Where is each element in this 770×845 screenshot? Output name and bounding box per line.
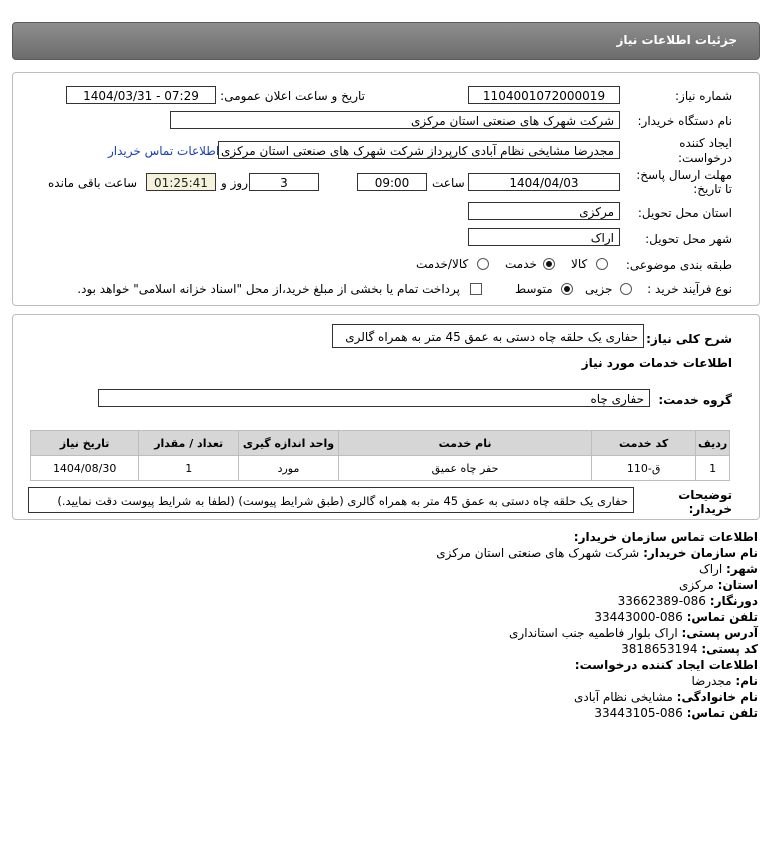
col-service-name: نام خدمت: [338, 431, 591, 456]
need-number-label: شماره نیاز:: [675, 89, 732, 103]
cell-service-name: حفر چاه عمیق: [338, 456, 591, 481]
process-minor-label: جزیی: [585, 282, 613, 296]
requester-field[interactable]: مجدرضا مشایخی نظام آبادی کارپرداز شرکت شهرک های صنعتی استان مرکزی: [218, 141, 620, 159]
process-minor-radio[interactable]: [620, 283, 632, 295]
days-label: روز و: [221, 176, 248, 190]
col-quantity: تعداد / مقدار: [139, 431, 239, 456]
creator-phone-line: تلفن تماس: 086-33443105: [594, 706, 758, 720]
category-label: طبقه بندی موضوعی:: [625, 258, 732, 272]
category-goods-service-label: کالا/خدمت: [416, 257, 469, 271]
category-goods-radio[interactable]: [596, 258, 608, 270]
col-need-date: تاریخ نیاز: [31, 431, 139, 456]
org-phone-line: تلفن تماس: 086-33443000: [594, 610, 758, 624]
buyer-label: نام دستگاه خریدار:: [637, 114, 732, 128]
buyer-notes-label-2: خریدار:: [688, 502, 732, 516]
services-table: [30, 430, 730, 481]
remaining-time-field: 01:25:41: [146, 173, 216, 191]
cell-quantity: 1: [139, 456, 239, 481]
summary-field: حفاری یک حلقه چاه دستی به عمق 45 متر به همراه گالری: [332, 324, 644, 348]
category-service-label: خدمت: [505, 257, 537, 271]
col-unit: واحد اندازه گیری: [239, 431, 339, 456]
process-medium-radio[interactable]: [561, 283, 573, 295]
buyer-notes-label-1: توضیحات: [678, 488, 732, 502]
buyer-contact-link[interactable]: اطلاعات تماس خریدار: [108, 144, 220, 158]
category-goods-label: کالا: [571, 257, 588, 271]
cell-need-date: 1404/08/30: [31, 456, 139, 481]
service-group-label: گروه خدمت:: [658, 393, 732, 407]
province-field[interactable]: مرکزی: [468, 202, 620, 220]
treasury-payment-note: پرداخت تمام یا بخشی از مبلغ خرید،از محل "اسناد خزانه اسلامی" خواهد بود.: [77, 282, 460, 296]
process-label: نوع فرآیند خرید :: [647, 282, 732, 296]
cell-unit: مورد: [239, 456, 339, 481]
deadline-label-2: تا تاریخ:: [693, 182, 732, 196]
province-label: استان محل تحویل:: [637, 206, 732, 220]
days-field[interactable]: 3: [249, 173, 319, 191]
buyer-field[interactable]: شرکت شهرک های صنعتی استان مرکزی: [170, 111, 620, 129]
buyer-notes-field: حفاری یک حلقه چاه دستی به عمق 45 متر به همراه گالری (طبق شرایط پیوست) (لطفا به شرایط پیوست دقت نمایید.): [28, 487, 634, 513]
deadline-date-field[interactable]: 1404/04/03: [468, 173, 620, 191]
service-group-field: حفاری چاه: [98, 389, 650, 407]
table-row: [31, 456, 730, 481]
announce-datetime-label: تاریخ و ساعت اعلان عمومی:: [220, 89, 365, 103]
city-label: شهر محل تحویل:: [645, 232, 732, 246]
category-service-radio[interactable]: [543, 258, 555, 270]
org-name-line: نام سازمان خریدار: شرکت شهرک های صنعتی استان مرکزی: [436, 546, 758, 560]
requester-label-1: ایجاد کننده: [679, 136, 732, 150]
category-goods-service-radio[interactable]: [477, 258, 489, 270]
deadline-time-label: ساعت: [432, 176, 465, 190]
page-header: [12, 22, 760, 60]
col-service-code: کد خدمت: [592, 431, 696, 456]
col-row: ردیف: [696, 431, 730, 456]
creator-first-name-line: نام: مجدرضا: [691, 674, 758, 688]
page-title: جزئیات اطلاعات نیاز: [616, 33, 737, 47]
deadline-time-field[interactable]: 09:00: [357, 173, 427, 191]
org-province-line: استان: مرکزی: [679, 578, 758, 592]
need-number-field[interactable]: 1104001072000019: [468, 86, 620, 104]
org-contact-heading: اطلاعات تماس سازمان خریدار:: [573, 530, 758, 544]
org-city-line: شهر: اراک: [698, 562, 758, 576]
org-address-line: آدرس پستی: اراک بلوار فاطمیه جنب استانداری: [509, 626, 758, 640]
summary-label: شرح کلی نیاز:: [646, 332, 732, 346]
city-field[interactable]: اراک: [468, 228, 620, 246]
deadline-label-1: مهلت ارسال پاسخ:: [636, 168, 732, 182]
requester-label-2: درخواست:: [678, 151, 732, 165]
services-table-header: [31, 431, 730, 456]
org-fax-line: دورنگار: 086-33662389: [617, 594, 758, 608]
creator-last-name-line: نام خانوادگی: مشایخی نظام آبادی: [573, 690, 758, 704]
cell-service-code: ق-110: [592, 456, 696, 481]
cell-row: 1: [696, 456, 730, 481]
announce-datetime-field[interactable]: 1404/03/31 - 07:29: [66, 86, 216, 104]
org-postal-line: کد پستی: 3818653194: [621, 642, 758, 656]
services-heading: اطلاعات خدمات مورد نیاز: [581, 356, 732, 370]
process-medium-label: متوسط: [515, 282, 553, 296]
treasury-payment-checkbox[interactable]: [470, 283, 482, 295]
creator-heading: اطلاعات ایجاد کننده درخواست:: [574, 658, 758, 672]
remaining-time-label: ساعت باقی مانده: [48, 176, 138, 190]
